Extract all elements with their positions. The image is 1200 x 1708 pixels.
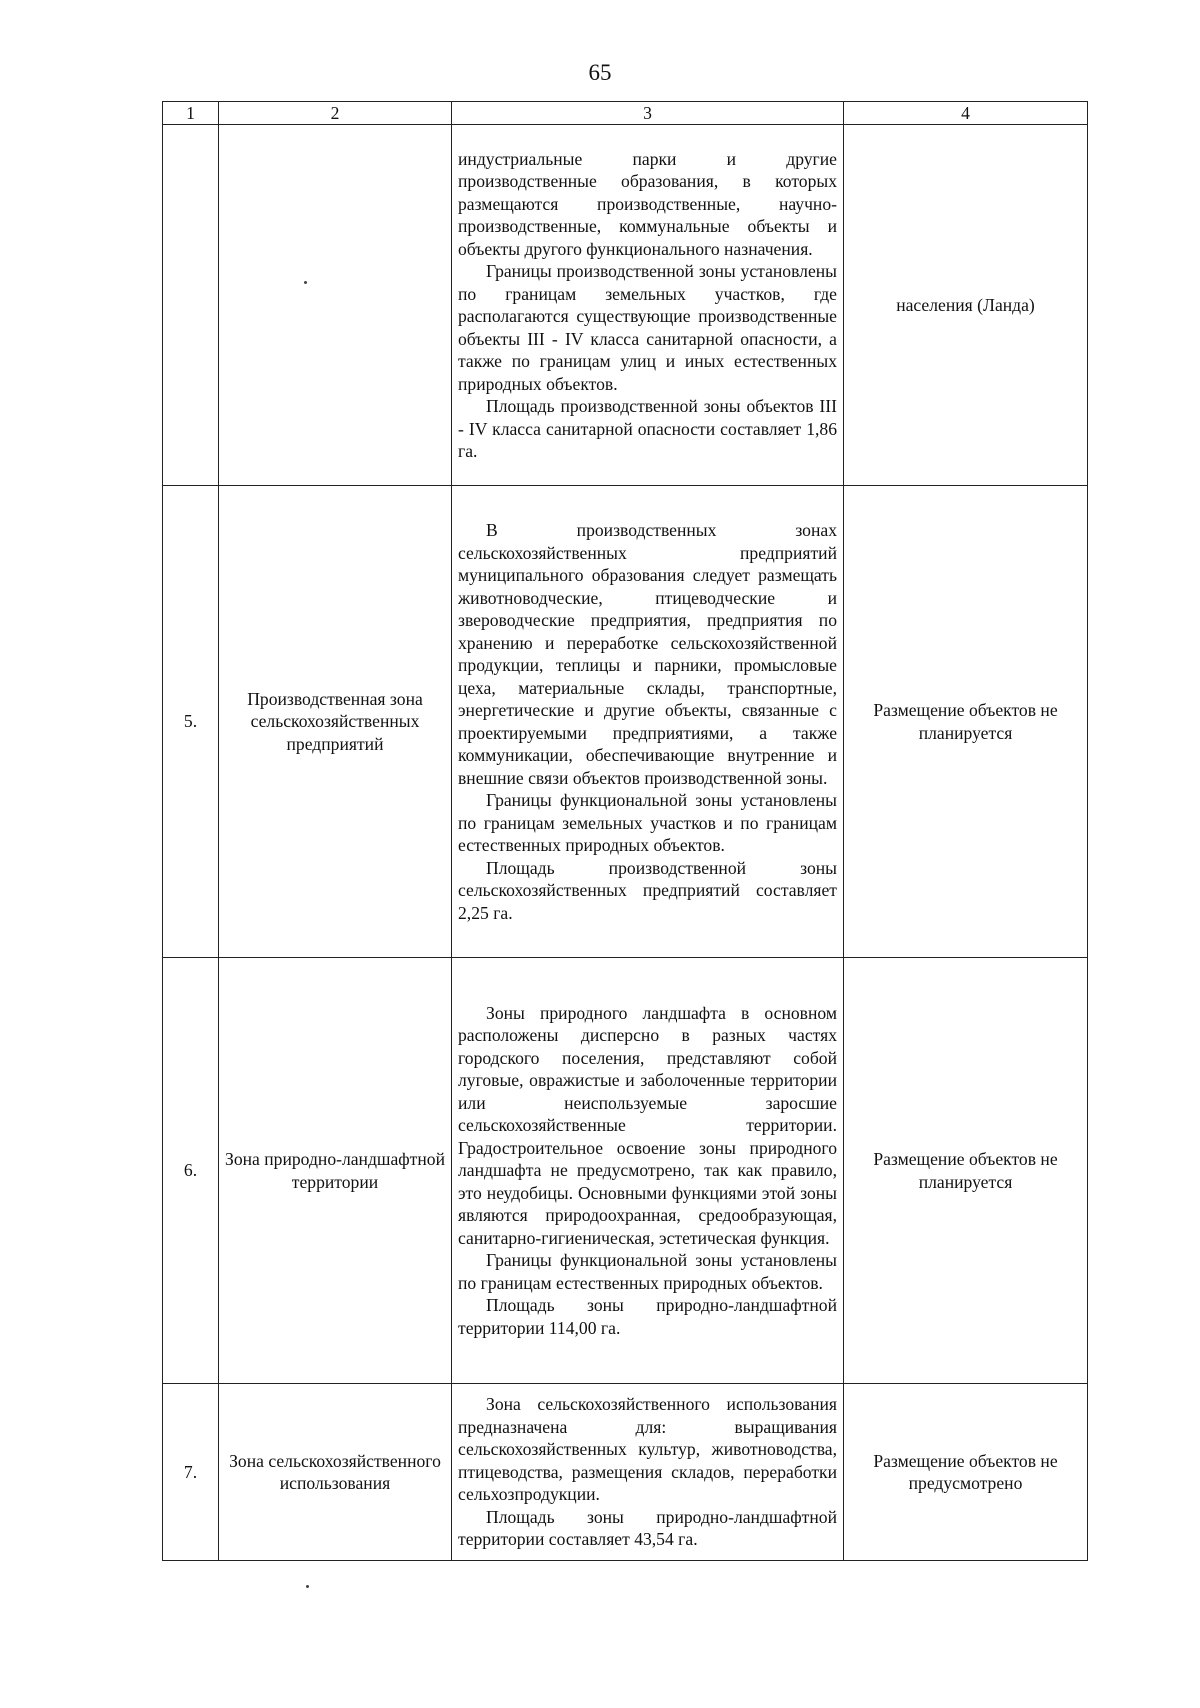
zone-name: Производственная зона сельскохозяйственных предприятий: [219, 486, 452, 958]
zone-description: [452, 1384, 844, 1561]
description-paragraph: Границы производственной зоны установлены по границам земельных участков, где располагаются существующие производственные объекты III - IV класса санитарной опасности, а также по границам улиц и иных естественных природных объектов.: [458, 261, 837, 394]
row-number: 7.: [163, 1384, 219, 1561]
zone-description: [452, 486, 844, 958]
row-number: 5.: [163, 486, 219, 958]
description-paragraph: Зоны природного ландшафта в основном расположены дисперсно в разных частях городского поселения, представляют собой луговые, овражистые и заболоченные территории или неиспользуемые заросшие сельскохозяйственные территории. Градостроительное освоение зоны природного ландшафта не предусмотрено, так как правило, это неудобицы. Основными функциями этой зоны являются природоохранная, средообразующая, санитарно-гигиеническая, эстетическая функция.: [458, 1002, 837, 1248]
scan-speck: [306, 1585, 309, 1588]
header-cell-1: 1: [163, 102, 219, 125]
description-paragraph: Границы функциональной зоны установлены по границам естественных природных объектов.: [458, 1250, 837, 1293]
page-number: 65: [588, 60, 612, 85]
description-paragraph: Площадь зоны природно-ландшафтной территории 114,00 га.: [458, 1295, 837, 1338]
zone-name: Зона сельскохозяйственного использования: [219, 1384, 452, 1561]
zones-table: [162, 101, 1088, 1561]
zone-name: [219, 125, 452, 486]
scan-speck: [304, 281, 307, 284]
description-paragraph: Границы функциональной зоны установлены по границам земельных участков и по границам естественных природных объектов.: [458, 790, 837, 855]
zone-note: Размещение объектов не предусмотрено: [844, 1384, 1088, 1561]
zone-name: Зона природно-ландшафтной территории: [219, 958, 452, 1384]
table-row: [163, 125, 1088, 486]
zone-note: Размещение объектов не планируется: [844, 958, 1088, 1384]
description-paragraph: индустриальные парки и другие производственные образования, в которых размещаются производственные, научно-производственные, коммунальные объекты и объекты другого функционального назначения.: [458, 148, 837, 259]
table-row: [163, 1384, 1088, 1561]
zone-note: Размещение объектов не планируется: [844, 486, 1088, 958]
description-paragraph: Площадь производственной зоны объектов III - IV класса санитарной опасности составляет 1,86 га.: [458, 396, 837, 461]
zone-description: [452, 125, 844, 486]
header-cell-3: 3: [452, 102, 844, 125]
table-header-row: [163, 102, 1088, 125]
description-paragraph: Площадь зоны природно-ландшафтной территории составляет 43,54 га.: [458, 1506, 837, 1550]
description-paragraph: В производственных зонах сельскохозяйственных предприятий муниципального образования следует размещать животноводческие, птицеводческие и звероводческие предприятия, предприятия по хранению и переработке сельскохозяйственной продукции, теплицы и парники, промысловые цеха, материальные склады, транспортные, энергетические и другие объекты, связанные с проектируемыми предприятиями, а также коммуникации, обеспечивающие внутренние и внешние связи объектов производственной зоны.: [458, 520, 837, 788]
zone-note: населения (Ланда): [844, 125, 1088, 486]
description-paragraph: Площадь производственной зоны сельскохозяйственных предприятий составляет 2,25 га.: [458, 857, 837, 923]
zone-description: [452, 958, 844, 1384]
description-paragraph: Зона сельскохозяйственного использования предназначена для: выращивания сельскохозяйственных культур, животноводства, птицеводства, размещения складов, переработки сельхозпродукции.: [458, 1394, 837, 1505]
header-cell-2: 2: [219, 102, 452, 125]
table-row: [163, 958, 1088, 1384]
row-number: 6.: [163, 958, 219, 1384]
header-cell-4: 4: [844, 102, 1088, 125]
table-row: [163, 486, 1088, 958]
row-number: [163, 125, 219, 486]
